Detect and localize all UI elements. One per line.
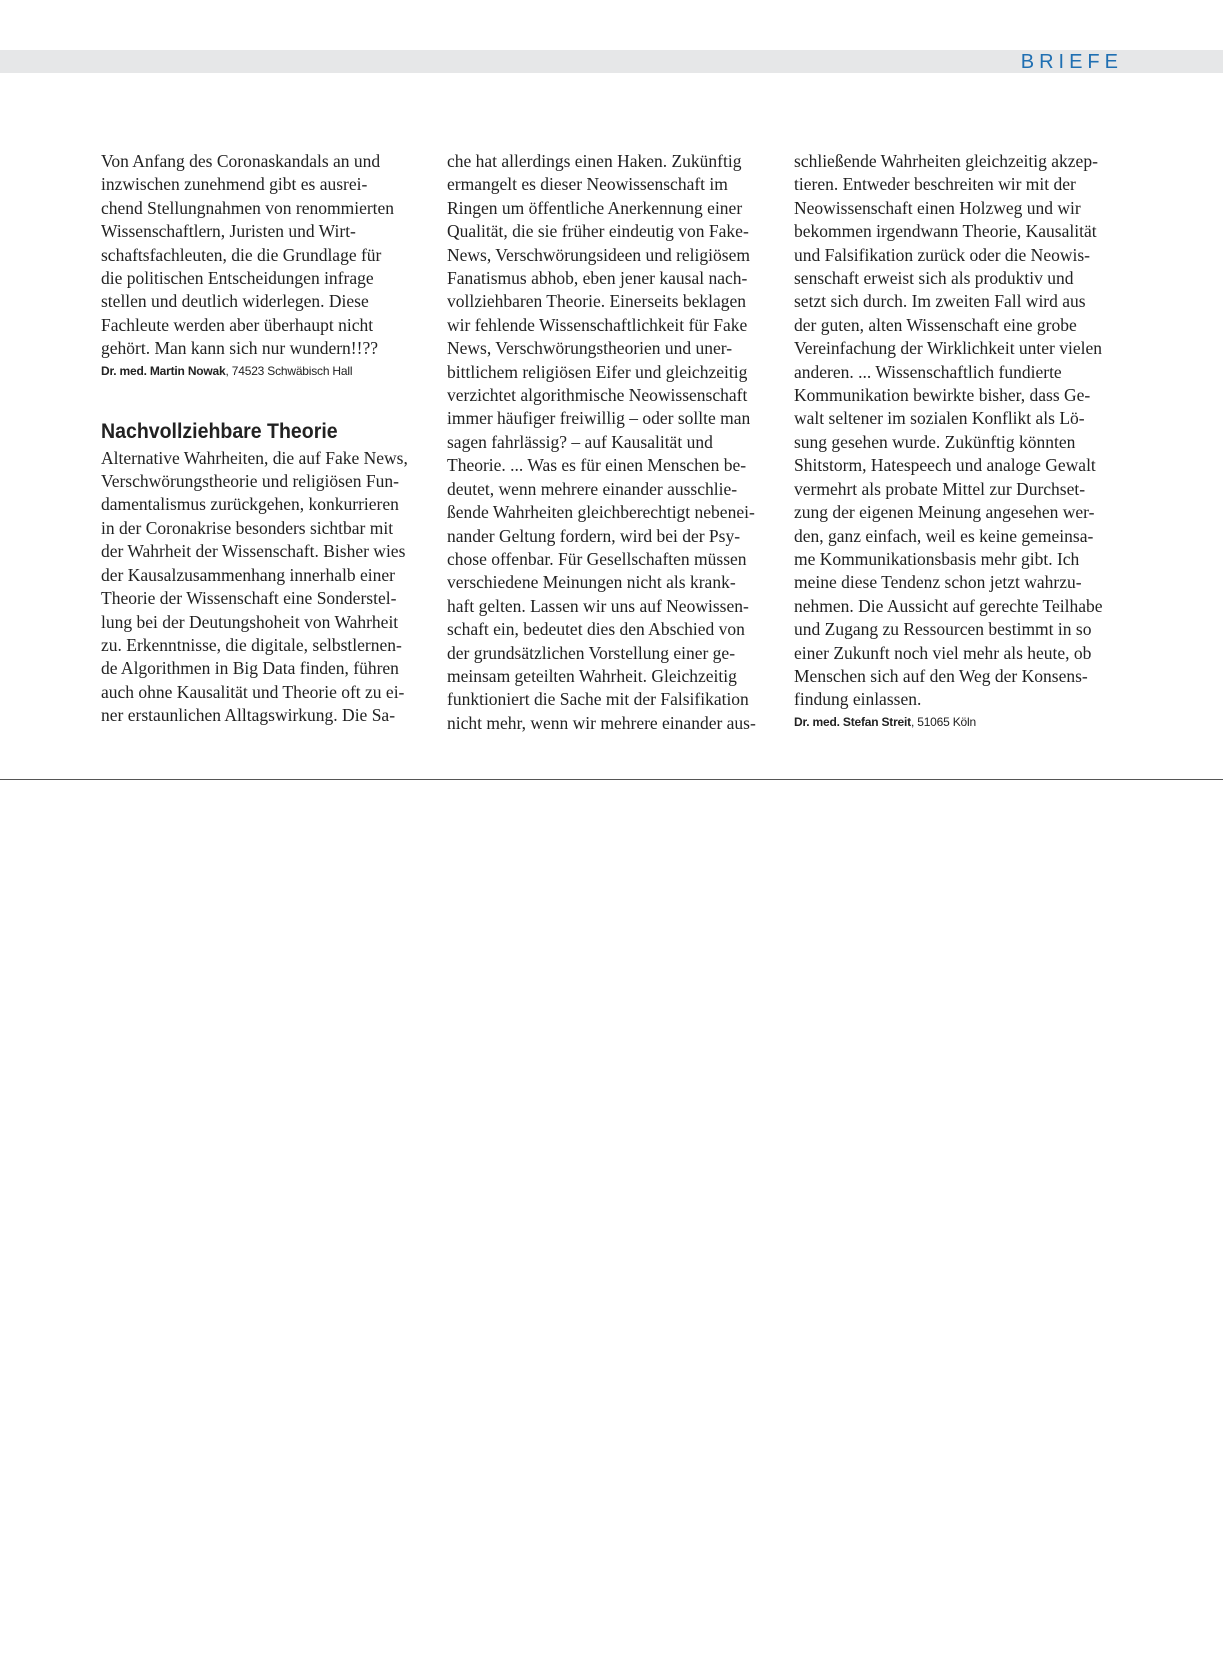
- divider-rule: [0, 779, 1223, 780]
- letter-signature: [101, 362, 431, 380]
- column-2: [447, 150, 777, 735]
- author-location: , 74523 Schwäbisch Hall: [225, 363, 353, 378]
- letter-body: Von Anfang des Coronaskandals an und inzwischen zunehmend gibt es ausrei- chend Stellungnahmen von renommierten Wissenschaftlern, Juristen und Wirt- schaftsfachleuten, die die Grundlage für die politischen Entscheidungen infrage stellen und deutlich widerlegen. Diese Fachleute werden aber überhaupt nicht gehört. Man kann sich nur wundern!!??: [101, 151, 395, 359]
- column-3: [794, 150, 1124, 731]
- letter-body: che hat allerdings einen Haken. Zukünftig ermangelt es dieser Neowissenschaft im Ringen um öffentliche Anerkennung einer Qualität, die sie früher eindeutig von Fake- News, Verschwörungsideen und religiösem Fanatismus abhob, eben jener kausal nach- vollziehbaren Theorie. Einerseits beklagen wir fehlende Wissenschaftlichkeit für Fake News, Verschwörungstheorien und uner- bittlichem religiösen Eifer und gleichzeitig verzichtet algorithmische Neowissenschaft immer häufiger freiwillig – oder sollte man sagen fahrlässig? – auf Kausalität und Theorie. ... Was es für einen Menschen be- deutet, wenn mehrere einander ausschlie- ßende Wahrheiten gleichberechtigt nebenei- nander Geltung fordern, wird bei der Psy- chose offenbar. Für Gesellschaften müssen verschiedene Meinungen nicht als krank- haft gelten. Lassen wir uns auf Neowissen- schaft ein, bedeutet dies den Abschied von der grundsätzlichen Vorstellung einer ge- meinsam geteilten Wahrheit. Gleichzeitig funktioniert die Sache mit der Falsifikation nicht mehr, wenn wir mehrere einander aus-: [447, 151, 756, 733]
- column-1: [101, 150, 431, 728]
- section-label: BRIEFE: [1020, 51, 1123, 73]
- author-name: Dr. med. Martin Nowak: [101, 363, 226, 378]
- author-location: , 51065 Köln: [910, 714, 976, 729]
- letter-heading: Nachvollziehbare Theorie: [101, 419, 338, 443]
- author-name: Dr. med. Stefan Streit: [794, 714, 911, 729]
- letter-signature: [794, 713, 1124, 731]
- letter-body: Alternative Wahrheiten, die auf Fake News, Verschwörungstheorie und religiösen Fun- damentalismus zurückgehen, konkurrieren in der Coronakrise besonders sichtbar mit der Wahrheit der Wissenschaft. Bisher wies der Kausalzusammenhang innerhalb einer Theorie der Wissenschaft eine Sonderstel- lung bei der Deutungshoheit von Wahrheit zu. Erkenntnisse, die digitale, selbstlernen- de Algorithmen in Big Data finden, führen auch ohne Kausalität und Theorie oft zu ei- ner erstaunlichen Alltagswirkung. Die Sa-: [101, 447, 408, 726]
- letter-body: schließende Wahrheiten gleichzeitig akzep- tieren. Entweder beschreiten wir mit der Neowissenschaft einen Holzweg und wir bekommen irgendwann Theorie, Kausalität und Falsifikation zurück oder die Neowis- senschaft erweist sich als produktiv und setzt sich durch. Im zweiten Fall wird aus der guten, alten Wissenschaft eine grobe Vereinfachung der Wirklichkeit unter vielen anderen. ... Wissenschaftlich fundierte Kommunikation bewirkte bisher, dass Ge- walt seltener im sozialen Konflikt als Lö- sung gesehen wurde. Zukünftig könnten Shitstorm, Hatespeech und analoge Gewalt vermehrt als probate Mittel zur Durchset- zung der eigenen Meinung angesehen wer- den, ganz einfach, weil es keine gemeinsa- me Kommunikationsbasis mehr gibt. Ich meine diese Tendenz schon jetzt wahrzu- nehmen. Die Aussicht auf gerechte Teilhabe und Zugang zu Ressourcen bestimmt in so einer Zukunft noch viel mehr als heute, ob Menschen sich auf den Weg der Konsens- findung einlassen.: [794, 151, 1103, 710]
